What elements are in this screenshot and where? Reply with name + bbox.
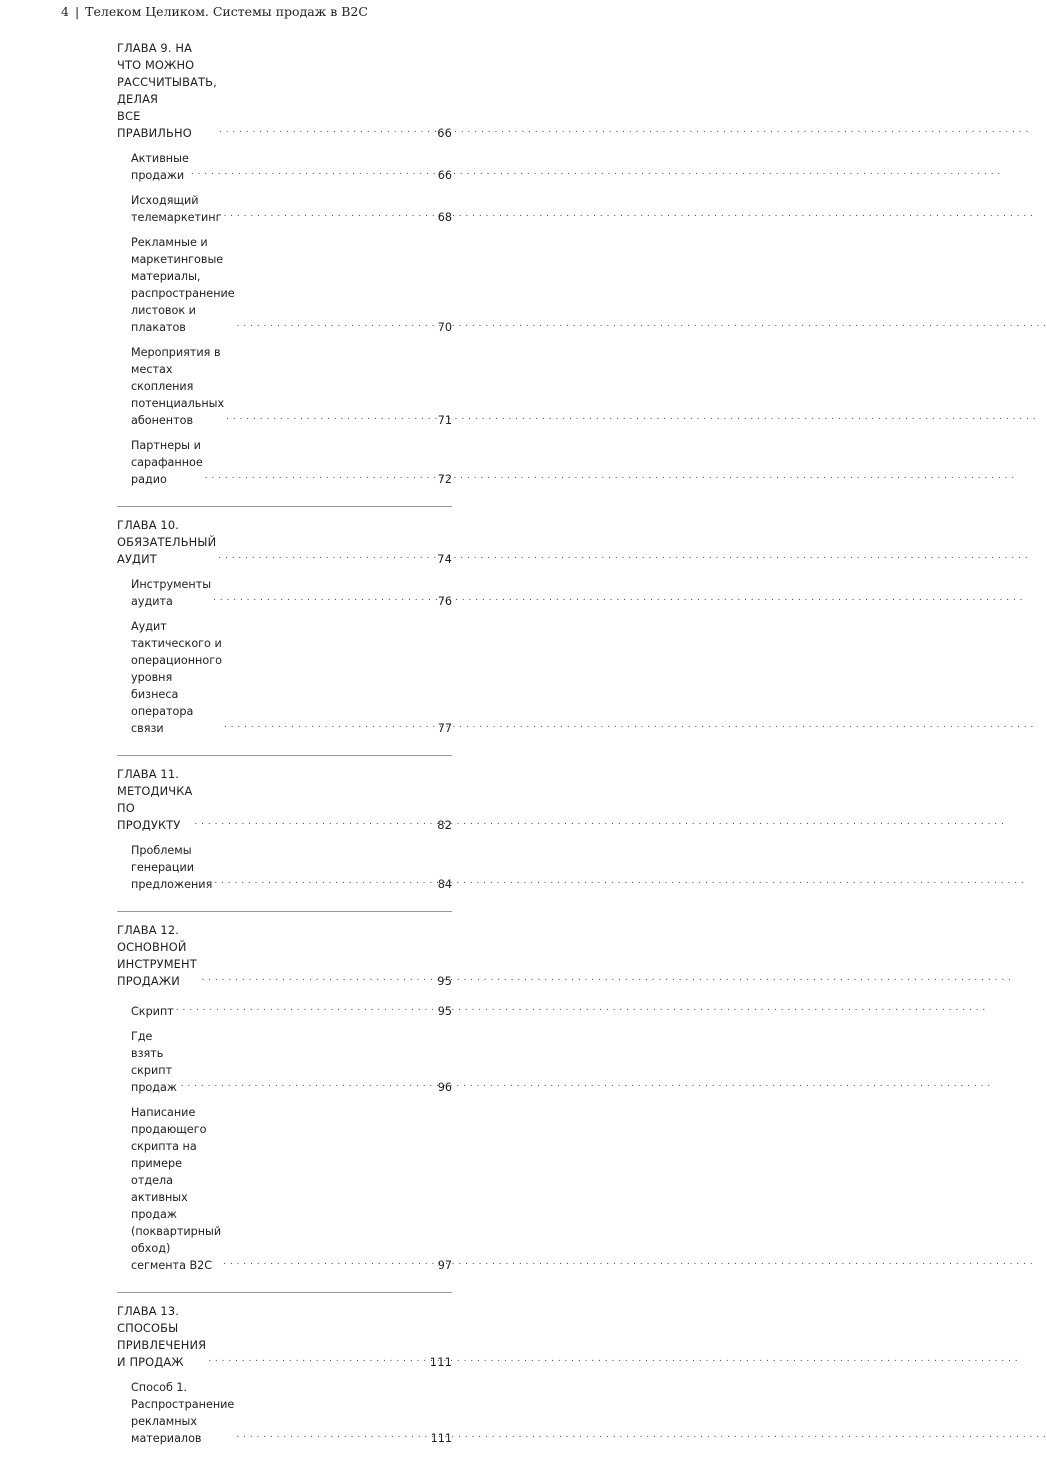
dot-leader xyxy=(236,1425,428,1444)
section-entry-line: Активные продажи xyxy=(131,152,189,182)
section-entry-page-number: 95 xyxy=(437,1005,452,1018)
section-entry-page-number: 76 xyxy=(437,595,452,608)
section-entry-line: материалов xyxy=(131,1432,202,1445)
dot-leader xyxy=(176,998,436,1017)
section-entry-text xyxy=(131,437,203,488)
section-entry-page-number: 72 xyxy=(437,473,452,486)
chapter-heading-text xyxy=(117,40,217,142)
section-entry-line: Скрипт xyxy=(131,1005,174,1018)
header-running-title: Телеком Целиком. Системы продаж в B2C xyxy=(85,4,368,19)
section-entry-page-number: 70 xyxy=(437,321,452,334)
chapter-heading-line: ГЛАВА 12. ОСНОВНОЙ ИНСТРУМЕНТ ПРОДАЖИ xyxy=(117,923,197,988)
section-entry-text xyxy=(131,842,212,893)
section-entry xyxy=(117,1028,452,1096)
section-entry-page-number: 77 xyxy=(437,722,452,735)
toc-chapter xyxy=(117,1303,452,1465)
dot-leader xyxy=(194,812,435,831)
toc-chapter xyxy=(117,40,452,507)
section-entry-line: Партнеры и сарафанное радио xyxy=(131,439,203,486)
section-entry-text xyxy=(131,1003,174,1020)
chapter-heading xyxy=(117,1303,452,1371)
section-entry xyxy=(117,1379,452,1447)
dot-leader xyxy=(201,968,435,987)
dot-leader xyxy=(208,1349,428,1368)
section-entry-line: Написание продающего скрипта на примере xyxy=(131,1106,207,1170)
dot-leader xyxy=(214,871,435,890)
section-entry-line: Инструменты аудита xyxy=(131,578,212,608)
header-page-number: 4 xyxy=(61,4,69,19)
dot-leader xyxy=(181,1074,436,1093)
section-entry-text xyxy=(131,618,222,737)
section-entry xyxy=(117,234,452,336)
chapter-heading xyxy=(117,766,452,834)
dot-leader xyxy=(191,162,436,181)
section-entry-line: Мероприятия в местах скопления xyxy=(131,346,221,393)
section-entry-line: сегмента B2C xyxy=(131,1259,213,1272)
section-entry-text xyxy=(131,576,211,610)
section-entry-page-number: 71 xyxy=(437,414,452,427)
toc-chapter xyxy=(117,766,452,912)
section-entry-line: Где взять скрипт продаж xyxy=(131,1030,177,1094)
chapter-heading-line: ВСЕ ПРАВИЛЬНО xyxy=(117,109,192,140)
dot-leader xyxy=(223,204,435,223)
chapter-heading-line: ГЛАВА 11. МЕТОДИЧКА ПО ПРОДУКТУ xyxy=(117,767,193,832)
chapter-heading xyxy=(117,922,452,990)
dot-leader xyxy=(219,120,435,139)
section-entry xyxy=(117,1104,452,1274)
chapter-heading-text xyxy=(117,1303,206,1371)
chapter-heading-text xyxy=(117,922,199,990)
section-entry-line: уровня бизнеса оператора связи xyxy=(131,671,194,735)
section-entry-text xyxy=(131,1104,221,1274)
toc-chapter xyxy=(117,922,452,1293)
section-entry xyxy=(117,576,452,610)
section-entry-page-number: 96 xyxy=(437,1081,452,1094)
section-entry-text xyxy=(131,150,189,184)
chapter-heading-text xyxy=(117,517,216,568)
chapter-heading-page-number: 74 xyxy=(437,552,452,566)
chapter-heading-line: ГЛАВА 13. СПОСОБЫ ПРИВЛЕЧЕНИЯ И ПРОДАЖ xyxy=(117,1304,207,1369)
dot-leader xyxy=(213,588,436,607)
section-entry-page-number: 84 xyxy=(437,878,452,891)
section-entry-text xyxy=(131,344,224,429)
running-header xyxy=(61,4,368,19)
section-entry xyxy=(117,998,452,1020)
section-entry xyxy=(117,618,452,737)
section-entry-line: Аудит тактического и операционного xyxy=(131,620,222,667)
chapter-heading-text xyxy=(117,766,192,834)
section-entry-page-number: 111 xyxy=(430,1432,452,1445)
section-entry-line: отдела активных продаж (поквартирный обход) xyxy=(131,1174,222,1255)
dot-leader xyxy=(223,1252,436,1271)
chapter-heading-page-number: 82 xyxy=(437,818,452,832)
toc-chapter xyxy=(117,517,452,756)
section-entry xyxy=(117,842,452,893)
section-entry-line: Исходящий телемаркетинг xyxy=(131,194,222,224)
chapter-heading-page-number: 95 xyxy=(437,974,452,988)
section-entry-text xyxy=(131,1379,234,1447)
chapter-heading-line: ГЛАВА 9. НА ЧТО МОЖНО РАССЧИТЫВАТЬ, ДЕЛАЯ xyxy=(117,41,217,106)
chapter-heading-line: ГЛАВА 10. ОБЯЗАТЕЛЬНЫЙ АУДИТ xyxy=(117,518,217,566)
section-entry-text xyxy=(131,192,221,226)
dot-leader xyxy=(205,466,436,485)
section-entry-line: Проблемы генерации предложения xyxy=(131,844,213,891)
section-entry xyxy=(117,437,452,488)
section-entry-page-number: 97 xyxy=(437,1259,452,1272)
section-entry-text xyxy=(131,1028,179,1096)
section-entry-page-number: 66 xyxy=(437,169,452,182)
chapter-heading-page-number: 111 xyxy=(429,1355,452,1369)
dot-leader xyxy=(237,314,436,333)
section-entry-page-number: 68 xyxy=(437,211,452,224)
dot-leader xyxy=(218,546,435,565)
chapter-heading xyxy=(117,517,452,568)
section-entry-line: Способ 1. Распространение рекламных xyxy=(131,1381,235,1428)
header-separator: | xyxy=(74,4,80,19)
section-entry xyxy=(117,344,452,429)
dot-leader xyxy=(224,715,436,734)
chapter-heading-page-number: 66 xyxy=(437,126,452,140)
section-entry-line: распространение листовок и плакатов xyxy=(131,287,235,334)
chapter-heading xyxy=(117,40,452,142)
dot-leader xyxy=(226,407,436,426)
section-entry xyxy=(117,192,452,226)
section-entry-line: Рекламные и маркетинговые материалы, xyxy=(131,236,224,283)
section-entry-text xyxy=(131,234,235,336)
table-of-contents xyxy=(117,40,452,1475)
section-entry-line: потенциальных абонентов xyxy=(131,397,225,427)
section-entry xyxy=(117,150,452,184)
